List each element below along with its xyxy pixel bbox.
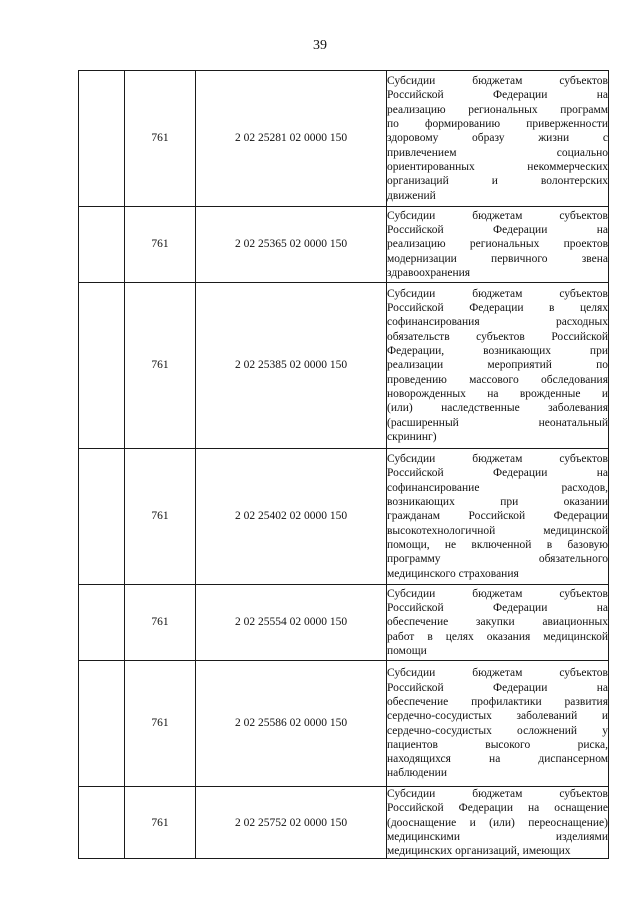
description-line: (или) наследственные заболевания <box>387 402 608 415</box>
table-body <box>79 71 609 859</box>
description-line: Российской Федерации на <box>387 681 608 694</box>
description-line: медицинского страхования <box>387 567 519 580</box>
description-line: обязательств субъектов Российской <box>387 330 608 343</box>
description-cell <box>387 449 609 585</box>
description-line: Субсидии бюджетам субъектов <box>387 453 608 466</box>
table-row <box>79 71 609 207</box>
description-line: обеспечение закупки авиационных <box>387 616 608 629</box>
budget-classification-table <box>78 70 609 859</box>
description-line: Российской Федерации на <box>387 89 608 102</box>
empty-cell <box>79 585 125 661</box>
administrator-code-cell: 761 <box>125 661 196 787</box>
table-row <box>79 449 609 585</box>
table-row <box>79 585 609 661</box>
budget-code-cell: 2 02 25554 02 0000 150 <box>196 585 387 661</box>
description-line: привлечением социально <box>387 146 608 159</box>
description-line: программу обязательного <box>387 553 608 566</box>
description-line: медицинских организаций, имеющих <box>387 845 571 858</box>
description-line: высокотехнологичной медицинской <box>387 524 608 537</box>
description-line: движений <box>387 189 436 202</box>
description-line: Российской Федерации на <box>387 602 608 615</box>
description-line: Субсидии бюджетам субъектов <box>387 587 608 600</box>
description-line: здоровому образу жизни с <box>387 132 608 145</box>
table-row <box>79 283 609 449</box>
empty-cell <box>79 207 125 283</box>
empty-cell <box>79 283 125 449</box>
description-line: сердечно-сосудистых заболеваний и <box>387 710 608 723</box>
description-line: скрининг) <box>387 430 437 443</box>
description-line: реализацию региональных программ <box>387 103 608 116</box>
description-line: медицинскими изделиями <box>387 830 608 843</box>
budget-code-cell: 2 02 25402 02 0000 150 <box>196 449 387 585</box>
empty-cell <box>79 661 125 787</box>
description-line: (дооснащение и (или) переоснащение) <box>387 816 608 829</box>
description-line: работ в целях оказания медицинской <box>387 630 608 643</box>
description-line: реализацию региональных проектов <box>387 238 608 251</box>
description-line: софинансирование расходов, <box>387 481 608 494</box>
description-line: сердечно-сосудистых осложнений у <box>387 724 608 737</box>
description-line: помощи, не включенной в базовую <box>387 538 608 551</box>
description-line: проведению массового обследования <box>387 373 608 386</box>
description-cell <box>387 787 609 859</box>
description-line: Российской Федерации на оснащение <box>387 802 608 815</box>
budget-code-cell: 2 02 25281 02 0000 150 <box>196 71 387 207</box>
empty-cell <box>79 71 125 207</box>
description-line: наблюдении <box>387 767 447 780</box>
description-line: софинансирования расходных <box>387 316 608 329</box>
budget-code-cell: 2 02 25752 02 0000 150 <box>196 787 387 859</box>
budget-code-cell: 2 02 25385 02 0000 150 <box>196 283 387 449</box>
table-row <box>79 661 609 787</box>
budget-code-cell: 2 02 25586 02 0000 150 <box>196 661 387 787</box>
description-line: обеспечение профилактики развития <box>387 695 608 708</box>
description-line: Российской Федерации на <box>387 224 608 237</box>
description-line: Российской Федерации в целях <box>387 302 608 315</box>
description-line: гражданам Российской Федерации <box>387 510 608 523</box>
description-line: (расширенный неонатальный <box>387 416 608 429</box>
description-line: Субсидии бюджетам субъектов <box>387 788 608 800</box>
administrator-code-cell: 761 <box>125 207 196 283</box>
administrator-code-cell: 761 <box>125 585 196 661</box>
administrator-code-cell: 761 <box>125 71 196 207</box>
table-row <box>79 207 609 283</box>
description-line: Российской Федерации на <box>387 467 608 480</box>
description-cell <box>387 661 609 787</box>
description-line: Федерации, возникающих при <box>387 345 608 358</box>
administrator-code-cell: 761 <box>125 449 196 585</box>
description-line: помощи <box>387 644 427 657</box>
description-line: возникающих при оказании <box>387 496 608 509</box>
description-line: модернизации первичного звена <box>387 252 608 265</box>
description-cell <box>387 283 609 449</box>
table-row <box>79 787 609 859</box>
description-line: Субсидии бюджетам субъектов <box>387 209 608 222</box>
administrator-code-cell: 761 <box>125 283 196 449</box>
empty-cell <box>79 449 125 585</box>
administrator-code-cell: 761 <box>125 787 196 859</box>
description-line: Субсидии бюджетам субъектов <box>387 287 608 300</box>
description-line: Субсидии бюджетам субъектов <box>387 75 608 88</box>
page-number: 39 <box>313 38 327 53</box>
description-line: здравоохранения <box>387 266 471 279</box>
description-line: новорожденных на врожденные и <box>387 387 608 400</box>
description-cell <box>387 585 609 661</box>
empty-cell <box>79 787 125 859</box>
description-line: пациентов высокого риска, <box>387 738 608 751</box>
description-cell <box>387 71 609 207</box>
description-line: ориентированных некоммерческих <box>387 160 608 173</box>
description-line: находящихся на диспансерном <box>387 753 608 766</box>
description-line: реализации мероприятий по <box>387 359 608 372</box>
description-line: по формированию приверженности <box>387 118 608 131</box>
description-line: Субсидии бюджетам субъектов <box>387 667 608 680</box>
description-cell <box>387 207 609 283</box>
description-line: организаций и волонтерских <box>387 175 608 188</box>
budget-code-cell: 2 02 25365 02 0000 150 <box>196 207 387 283</box>
